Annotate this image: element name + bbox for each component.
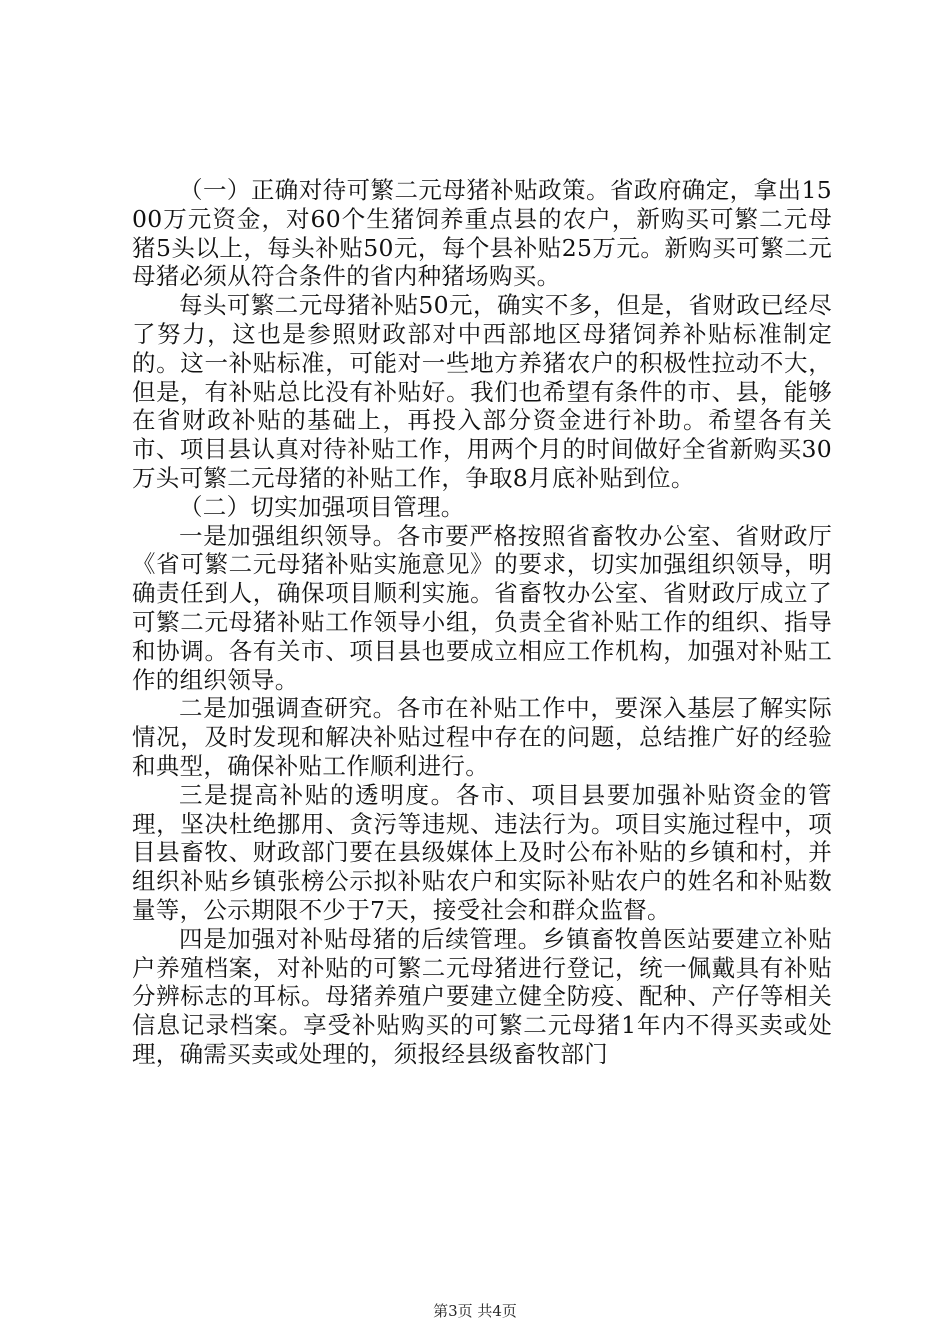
paragraph-investigation-research: 二是加强调查研究。各市在补贴工作中，要深入基层了解实际情况，及时发现和解决补贴过程中存在的问题，总结推广好的经验和典型，确保补贴工作顺利进行。 bbox=[132, 694, 832, 780]
paragraph-project-management-heading: （二）切实加强项目管理。 bbox=[179, 492, 465, 521]
paragraph-subsidy-amount: 每头可繁二元母猪补贴50元，确实不多，但是，省财政已经尽了努力，这也是参照财政部对中西部地区母猪饲养补贴标准制定的。这一补贴标准，可能对一些地方养猪农户的积极性拉动不大，但是，有补贴总比没有补贴好。我们也希望有条件的市、县，能够在省财政补贴的基础上，再投入部分资金进行补助。希望各有关市、项目县认真对待补贴工作，用两个月的时间做好全省新购买30万头可繁二元母猪的补贴工作，争取8月底补贴到位。 bbox=[132, 291, 832, 492]
page-number-footer: 第3页 共4页 bbox=[433, 1302, 517, 1320]
paragraph-transparency: 三是提高补贴的透明度。各市、项目县要加强补贴资金的管理，坚决杜绝挪用、贪污等违规、违法行为。项目实施过程中，项目县畜牧、财政部门要在县级媒体上及时公布补贴的乡镇和村，并组织补贴乡镇张榜公示拟补贴农户和实际补贴农户的姓名和补贴数量等，公示期限不少于7天，接受社会和群众监督。 bbox=[132, 780, 832, 924]
paragraph-policy-intro: （一）正确对待可繁二元母猪补贴政策。省政府确定，拿出1500万元资金，对60个生猪饲养重点县的农户，新购买可繁二元母猪5头以上，每头补贴50元，每个县补贴25万元。新购买可繁二元母猪必须从符合条件的省内种猪场购买。 bbox=[132, 176, 832, 291]
document-body bbox=[132, 176, 832, 1069]
paragraph-follow-up-management: 四是加强对补贴母猪的后续管理。乡镇畜牧兽医站要建立补贴户养殖档案，对补贴的可繁二元母猪进行登记，统一佩戴具有补贴分辨标志的耳标。母猪养殖户要建立健全防疫、配种、产仔等相关信息记录档案。享受补贴购买的可繁二元母猪1年内不得买卖或处理，确需买卖或处理的，须报经县级畜牧部门 bbox=[132, 924, 832, 1068]
paragraph-organization-leadership: 一是加强组织领导。各市要严格按照省畜牧办公室、省财政厅《省可繁二元母猪补贴实施意见》的要求，切实加强组织领导，明确责任到人，确保项目顺利实施。省畜牧办公室、省财政厅成立了可繁二元母猪补贴工作领导小组，负责全省补贴工作的组织、指导和协调。各有关市、项目县也要成立相应工作机构，加强对补贴工作的组织领导。 bbox=[132, 521, 832, 694]
